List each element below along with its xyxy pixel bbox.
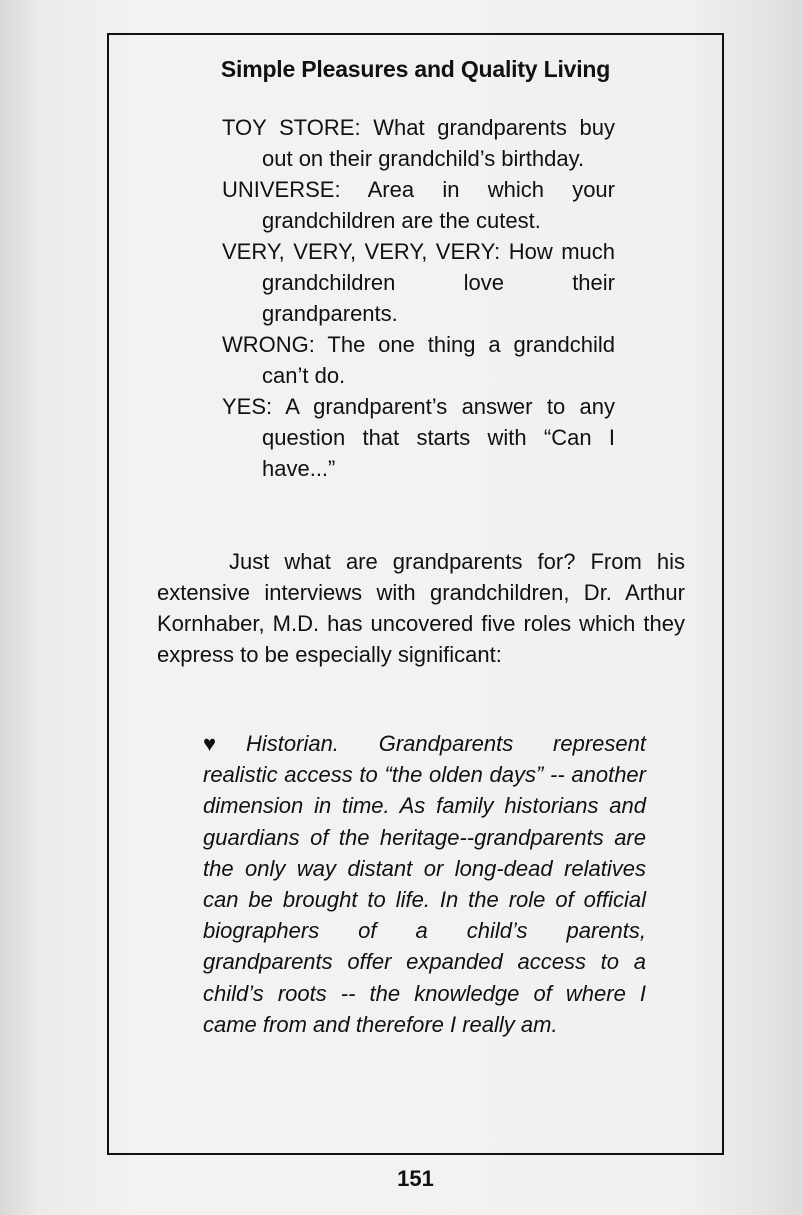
glossary-definition: The one thing a grandchild can’t do. — [262, 332, 615, 388]
glossary-term: YES: — [222, 394, 273, 419]
heart-bullet-icon: ♥ — [203, 731, 217, 756]
glossary-term: UNIVERSE: — [222, 177, 341, 202]
glossary-entry — [222, 174, 615, 236]
glossary-entry — [222, 329, 615, 391]
historian-bullet-text: Historian. Grandparents represent realistic access to “the olden days” -- another dimension in time. As family historians and guardians of the heritage--grandparents are the only way distant or long-dead relatives can be brought to life. In the role of official biographers of a child’s parents, grandparents offer expanded access to a child’s roots -- the knowledge of where I came from and therefore I really am. — [203, 731, 646, 1037]
glossary-definition: How much grandchildren love their grandparents. — [262, 239, 615, 326]
page-number: 151 — [397, 1166, 434, 1191]
glossary-term: VERY, VERY, VERY, VERY: — [222, 239, 501, 264]
glossary-list — [222, 112, 615, 484]
body-paragraph: Just what are grandparents for? From his extensive interviews with grandchildren, Dr. Arthur Kornhaber, M.D. has uncovered five roles which they express to be especially significant: — [157, 549, 685, 667]
page-heading: Simple Pleasures and Quality Living — [220, 56, 611, 82]
glossary-definition: Area in which your grandchildren are the cutest. — [262, 177, 615, 233]
glossary-term: WRONG: — [222, 332, 315, 357]
glossary-entry — [222, 236, 615, 329]
glossary-entry — [222, 391, 615, 484]
glossary-definition: A grandparent’s answer to any question that starts with “Can I have...” — [262, 394, 615, 481]
glossary-entry — [222, 112, 615, 174]
glossary-term: TOY STORE: — [222, 115, 361, 140]
glossary-definition: What grandparents buy out on their grandchild’s birthday. — [262, 115, 615, 171]
